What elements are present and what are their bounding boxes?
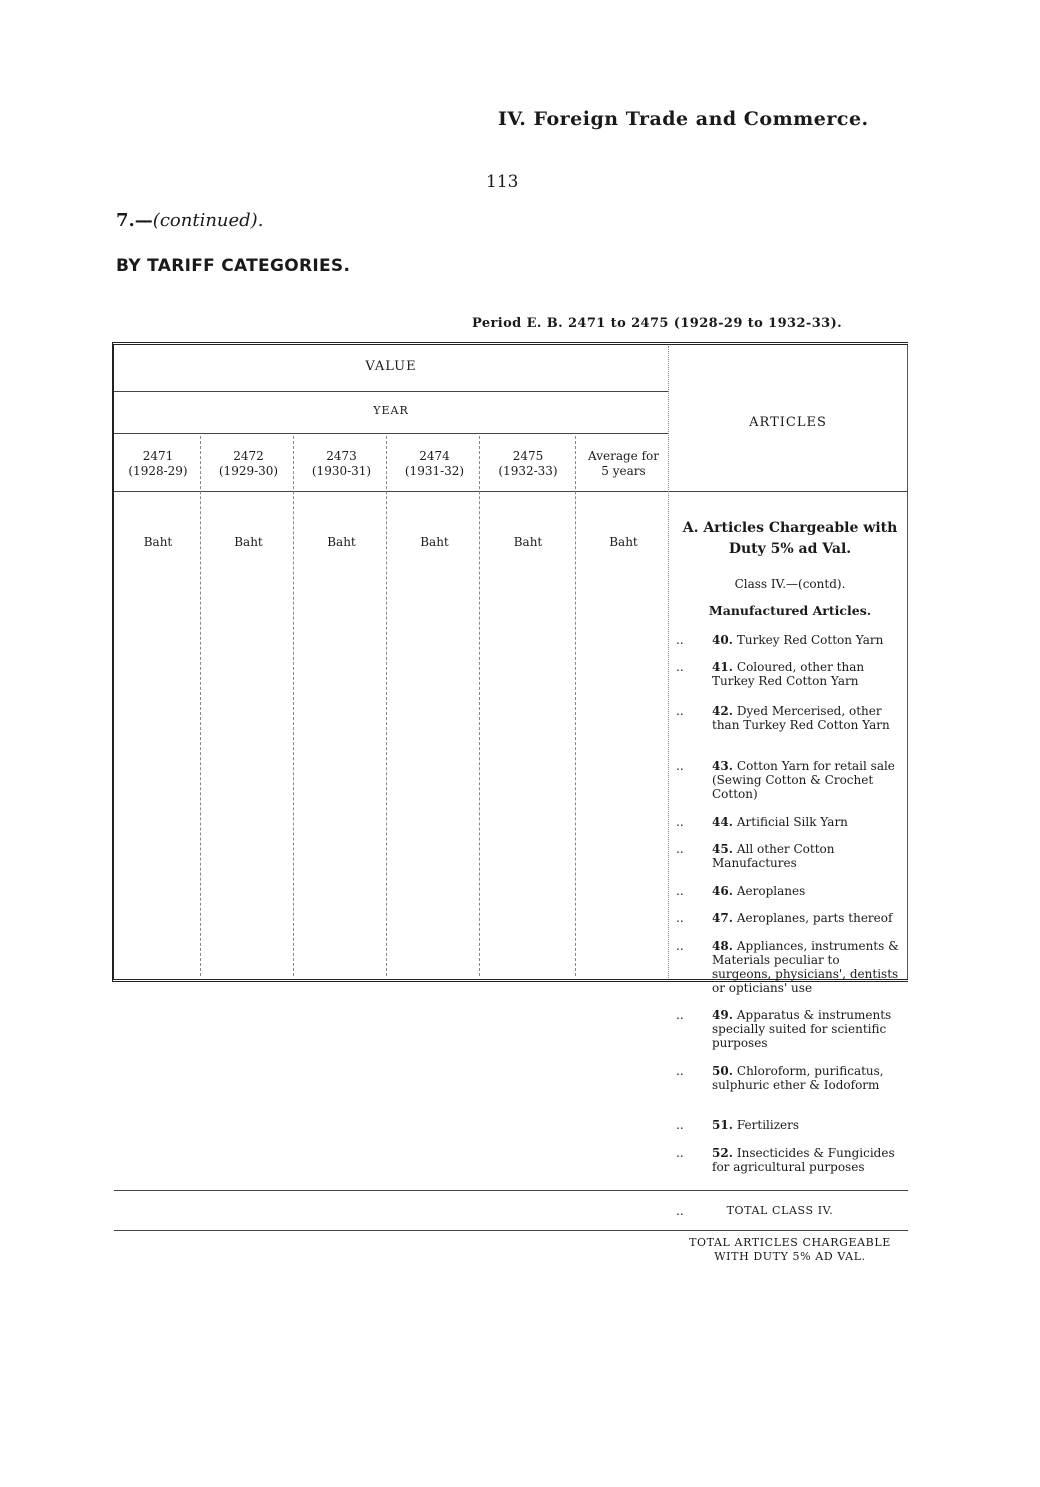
unit-label: Baht bbox=[234, 535, 263, 549]
column-header bbox=[577, 449, 670, 479]
article-number: 44. bbox=[712, 815, 733, 829]
column-year: 2474 bbox=[419, 449, 450, 463]
article-name: Fertilizers bbox=[736, 1118, 800, 1132]
articles-caption: ARTICLES bbox=[749, 415, 827, 430]
unit-label: Baht bbox=[420, 535, 449, 549]
leader-dots: .. bbox=[676, 1008, 684, 1022]
article-description bbox=[712, 911, 900, 925]
value-caption: VALUE bbox=[365, 359, 417, 374]
article-number: 47. bbox=[712, 911, 733, 925]
article-description bbox=[712, 660, 900, 688]
article-number: 46. bbox=[712, 884, 733, 898]
article-description bbox=[712, 1146, 900, 1174]
section-number bbox=[116, 210, 263, 231]
leader-dots: .. bbox=[676, 1204, 684, 1218]
column-range: 5 years bbox=[601, 464, 646, 478]
leader-dots: .. bbox=[676, 1118, 684, 1132]
leader-dots: .. bbox=[676, 939, 684, 953]
article-name: Insecticides & Fungicides for agricultural purposes bbox=[712, 1146, 895, 1174]
article-name: All other Cotton Manufactures bbox=[712, 842, 835, 870]
leader-dots: .. bbox=[676, 633, 684, 647]
col-sep-2 bbox=[293, 436, 294, 976]
article-name: Aeroplanes bbox=[736, 884, 806, 898]
group-heading: Manufactured Articles. bbox=[708, 603, 872, 618]
article-description bbox=[712, 704, 900, 732]
article-number: 49. bbox=[712, 1008, 733, 1022]
unit-label: Baht bbox=[609, 535, 638, 549]
article-name: Cotton Yarn for retail sale (Sewing Cotton & Crochet Cotton) bbox=[712, 759, 895, 801]
article-description bbox=[712, 759, 900, 801]
col-sep-3 bbox=[386, 436, 387, 976]
column-year: 2472 bbox=[233, 449, 264, 463]
article-name: Artificial Silk Yarn bbox=[736, 815, 848, 829]
col-sep-articles bbox=[668, 346, 669, 978]
article-name: Appliances, instruments & Materials peculiar to surgeons, physicians', dentists or opticians' use bbox=[712, 939, 899, 995]
class-heading: Class IV.—(contd). bbox=[734, 577, 846, 591]
column-year: 2471 bbox=[142, 449, 174, 463]
article-description bbox=[712, 1118, 900, 1132]
chapter-title: IV. Foreign Trade and Commerce. bbox=[498, 108, 869, 130]
section-label: 7.— bbox=[116, 210, 153, 231]
article-description bbox=[712, 1064, 900, 1092]
period-caption: Period E. B. 2471 to 2475 (1928-29 to 1932-33). bbox=[472, 316, 843, 331]
column-year: 2475 bbox=[512, 449, 544, 463]
column-year: 2473 bbox=[326, 449, 357, 463]
article-number: 52. bbox=[712, 1146, 733, 1160]
column-range: (1931-32) bbox=[404, 464, 465, 478]
unit-label: Baht bbox=[327, 535, 356, 549]
article-number: 43. bbox=[712, 759, 733, 773]
column-range: (1929-30) bbox=[218, 464, 279, 478]
article-number: 41. bbox=[712, 660, 733, 674]
unit-label: Baht bbox=[513, 535, 543, 549]
column-header bbox=[202, 449, 295, 479]
total-label: TOTAL ARTICLES CHARGEABLE WITH DUTY 5% AD VAL. bbox=[689, 1236, 891, 1263]
column-range: (1928-29) bbox=[128, 464, 188, 478]
article-number: 48. bbox=[712, 939, 733, 953]
article-description bbox=[712, 633, 900, 647]
leader-dots: .. bbox=[676, 660, 684, 674]
rule-between-totals bbox=[114, 1230, 908, 1231]
article-name: Chloroform, purificatus, sulphuric ether & Iodoform bbox=[712, 1064, 884, 1092]
col-sep-5 bbox=[575, 436, 576, 976]
article-name: Coloured, other than Turkey Red Cotton Yarn bbox=[712, 660, 865, 688]
article-name: Aeroplanes, parts thereof bbox=[736, 911, 893, 925]
article-number: 45. bbox=[712, 842, 733, 856]
leader-dots: .. bbox=[676, 911, 684, 925]
article-name: Dyed Mercerised, other than Turkey Red Cotton Yarn bbox=[712, 704, 890, 732]
leader-dots: .. bbox=[676, 884, 684, 898]
leader-dots: .. bbox=[676, 1064, 684, 1078]
column-year: Average for bbox=[588, 449, 659, 463]
rule-under-columns bbox=[114, 491, 908, 492]
category-heading: A. Articles Chargeable with Duty 5% ad Val. bbox=[682, 520, 898, 557]
year-caption: YEAR bbox=[373, 404, 409, 417]
leader-dots: .. bbox=[676, 815, 684, 829]
article-description bbox=[712, 884, 900, 898]
article-name: Apparatus & instruments specially suited for scientific purposes bbox=[712, 1008, 892, 1050]
article-number: 51. bbox=[712, 1118, 733, 1132]
column-range: (1930-31) bbox=[311, 464, 372, 478]
article-description bbox=[712, 842, 900, 870]
column-header bbox=[481, 449, 575, 479]
table-subtitle: BY TARIFF CATEGORIES. bbox=[116, 256, 351, 276]
section-continued: (continued). bbox=[152, 210, 264, 231]
article-name: Turkey Red Cotton Yarn bbox=[736, 633, 884, 647]
rule-under-value bbox=[114, 391, 668, 392]
col-sep-4 bbox=[479, 436, 480, 976]
rule-under-year bbox=[114, 433, 668, 434]
total-label: TOTAL CLASS IV. bbox=[726, 1204, 834, 1217]
column-header bbox=[388, 449, 481, 479]
article-number: 50. bbox=[712, 1064, 733, 1078]
article-number: 42. bbox=[712, 704, 733, 718]
leader-dots: .. bbox=[676, 842, 684, 856]
column-header bbox=[114, 449, 202, 479]
article-description bbox=[712, 815, 900, 829]
article-description bbox=[712, 1008, 900, 1050]
article-description bbox=[712, 939, 900, 995]
page-number: 113 bbox=[486, 172, 519, 192]
column-header bbox=[295, 449, 388, 479]
column-range: (1932-33) bbox=[498, 464, 558, 478]
col-sep-1 bbox=[200, 436, 201, 976]
leader-dots: .. bbox=[676, 1146, 684, 1160]
unit-label: Baht bbox=[143, 535, 173, 549]
article-number: 40. bbox=[712, 633, 733, 647]
leader-dots: .. bbox=[676, 704, 684, 718]
rule-above-totals bbox=[114, 1190, 908, 1191]
leader-dots: .. bbox=[676, 759, 684, 773]
